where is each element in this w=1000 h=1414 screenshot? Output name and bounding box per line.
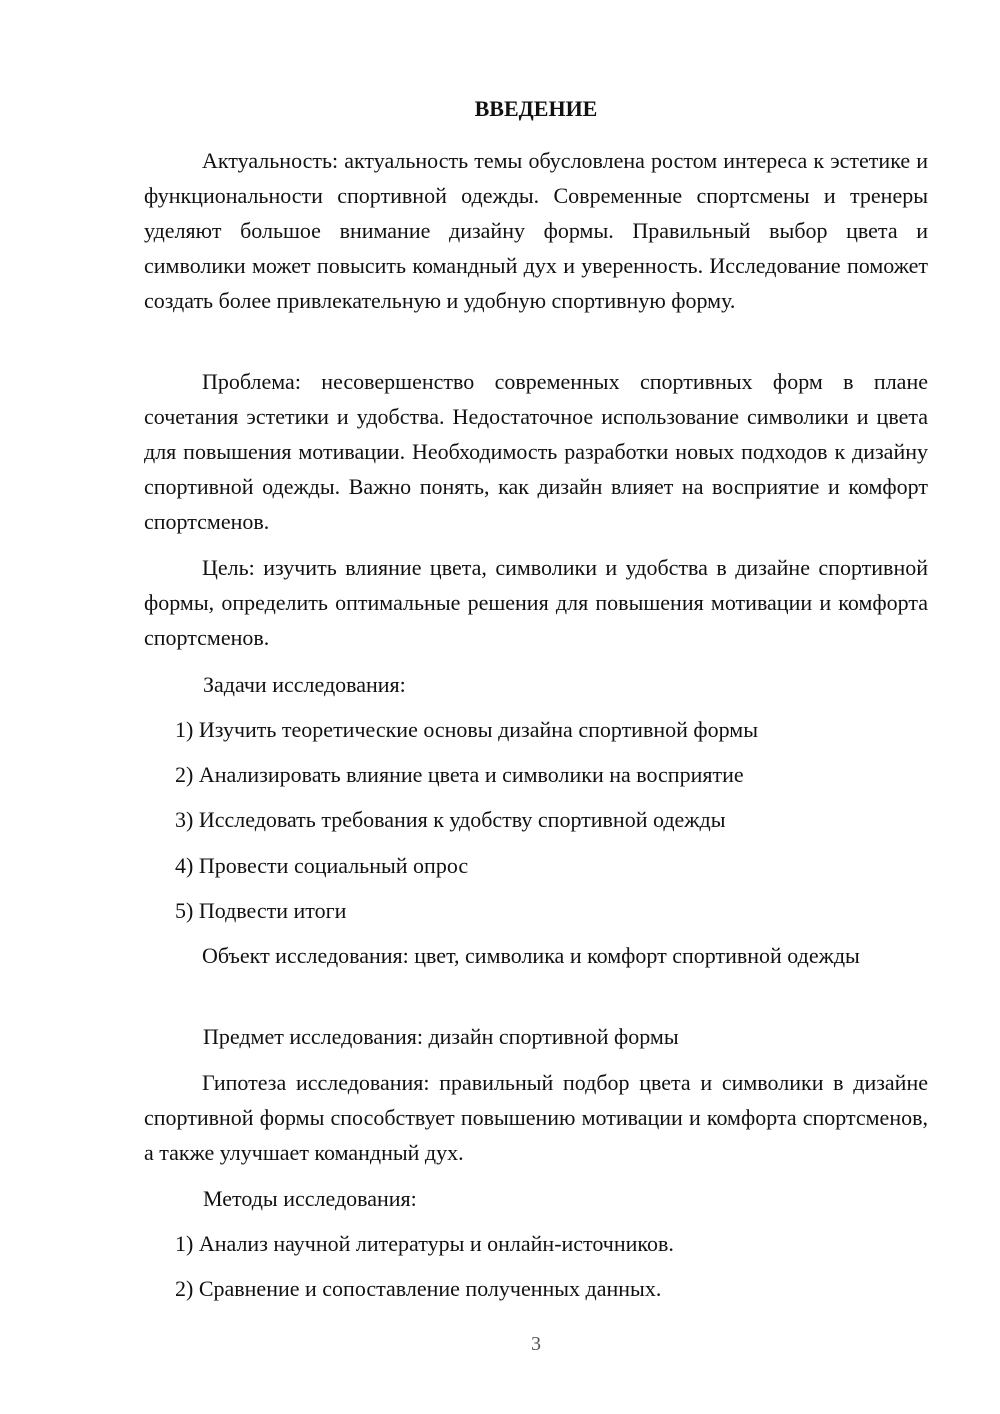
- paragraph-actuality: Актуальность: актуальность темы обусловлена ростом интереса к эстетике и функциональности спортивной одежды. Современные спортсмены и тренеры уделяют большое внимание дизайну формы. Правильный выбор цвета и символики может повысить командный дух и уверенность. Исследование поможет создать более привлекательную и удобную спортивную форму.: [144, 148, 928, 313]
- page-title: ВВЕДЕНИЕ: [474, 96, 598, 121]
- task-item: 3) Исследовать требования к удобству спортивной одежды: [175, 807, 726, 832]
- method-item: 2) Сравнение и сопоставление полученных данных.: [175, 1276, 662, 1301]
- paragraph-subject: Предмет исследования: дизайн спортивной формы: [203, 1024, 679, 1049]
- method-item: 1) Анализ научной литературы и онлайн-источников.: [175, 1231, 674, 1256]
- tasks-heading: Задачи исследования:: [203, 672, 406, 697]
- paragraph-problem: Проблема: несовершенство современных спортивных форм в плане сочетания эстетики и удобства. Недостаточное использование символики и цвета для повышения мотивации. Необходимость разработки новых подходов к дизайну спортивной одежды. Важно понять, как дизайн влияет на восприятие и комфорт спортсменов.: [144, 369, 928, 534]
- page-number: 3: [531, 1333, 541, 1355]
- task-item: 4) Провести социальный опрос: [175, 853, 469, 878]
- task-item: 5) Подвести итоги: [175, 898, 347, 923]
- task-item: 2) Анализировать влияние цвета и символики на восприятие: [175, 762, 744, 787]
- methods-heading: Методы исследования:: [203, 1186, 417, 1211]
- paragraph-hypothesis: Гипотеза исследования: правильный подбор цвета и символики в дизайне спортивной формы способствует повышению мотивации и комфорта спортсменов, а также улучшает командный дух.: [144, 1070, 928, 1165]
- paragraph-goal: Цель: изучить влияние цвета, символики и удобства в дизайне спортивной формы, определить оптимальные решения для повышения мотивации и комфорта спортсменов.: [144, 555, 928, 650]
- paragraph-object: Объект исследования: цвет, символика и комфорт спортивной одежды: [202, 943, 860, 968]
- task-item: 1) Изучить теоретические основы дизайна спортивной формы: [175, 717, 759, 742]
